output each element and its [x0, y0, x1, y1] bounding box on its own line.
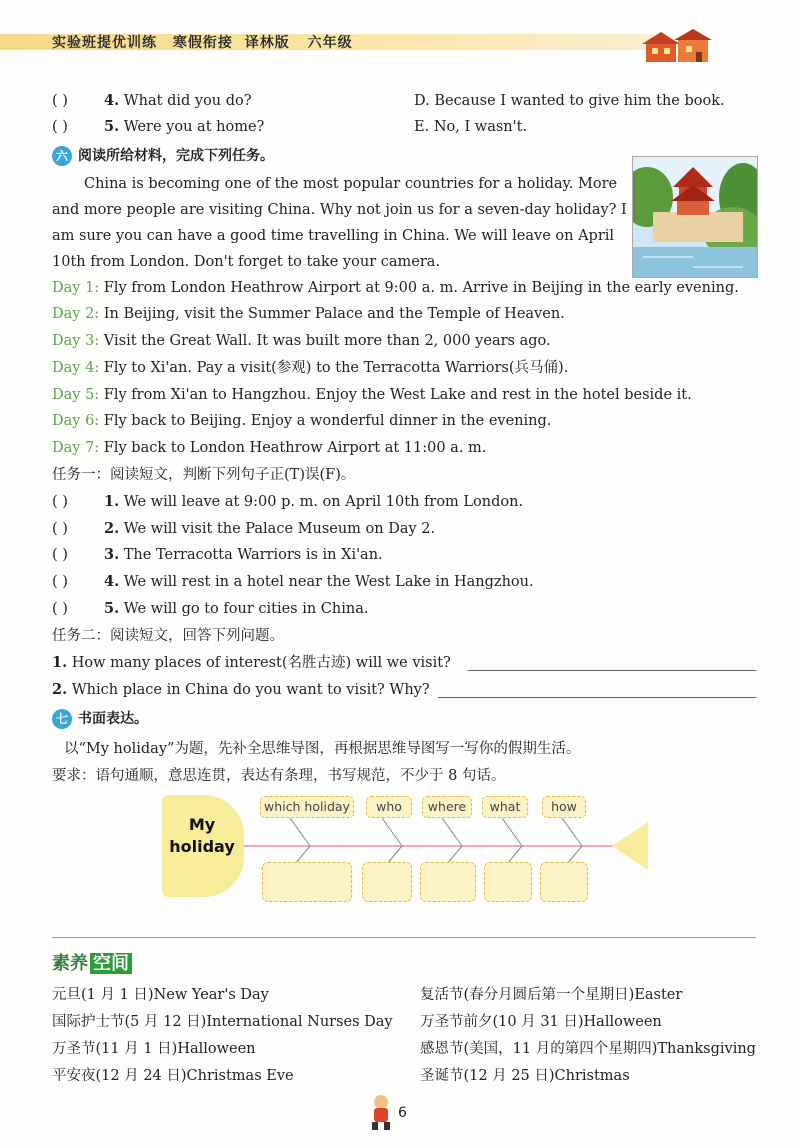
option-row: E. No, I wasn't. — [414, 119, 528, 135]
edition-label: 寒假衔接 — [172, 35, 233, 51]
tf-question: ( ) 1. We will leave at 9:00 p. m. on April 10th from London. — [52, 493, 524, 510]
question-row: ( ) 4. What did you do? — [52, 92, 252, 109]
itinerary-day: Day 1: Fly from London Heathrow Airport at 9:00 a. m. Arrive in Beijing in the early evening. — [52, 280, 739, 296]
mindmap-branch-label: who — [366, 796, 412, 818]
itinerary-day: Day 5: Fly from Xi'an to Hangzhou. Enjoy the West Lake and rest in the hotel beside it. — [52, 387, 692, 403]
header-brand — [52, 32, 361, 52]
option-row: D. Because I wanted to give him the book. — [414, 93, 725, 109]
tf-question: ( ) 2. We will visit the Palace Museum on Day 2. — [52, 520, 436, 537]
mindmap-branch-label: what — [482, 796, 528, 818]
writing-instruction: 以“My holiday”为题，先补全思维导图，再根据思维导图写一写你的假期生活。 — [64, 741, 581, 757]
mindmap-branch-label: where — [422, 796, 472, 818]
section-title: 书面表达。 — [78, 711, 148, 727]
itinerary-day: Day 3: Visit the Great Wall. It was built more than 2, 000 years ago. — [52, 333, 551, 349]
holiday-item: 万圣节(11 月 1 日)Halloween — [52, 1041, 256, 1057]
section-6-heading — [52, 145, 274, 166]
grade-label: 六年级 — [307, 35, 353, 51]
mindmap-answer-box[interactable] — [484, 862, 532, 902]
itinerary-day: Day 6: Fly back to Beijing. Enjoy a wonderful dinner in the evening. — [52, 413, 552, 429]
holiday-item: 圣诞节(12 月 25 日)Christmas — [420, 1068, 630, 1084]
publisher-label: 译林版 — [244, 35, 290, 51]
mindmap-branch-label: which holiday — [260, 796, 354, 818]
answer-blank[interactable]: ( ) — [52, 494, 68, 510]
mindmap-center-label: My holiday — [169, 815, 235, 856]
passage-line: am sure you can have a good time travelling in China. We will leave on April — [52, 228, 615, 244]
answer-blank[interactable]: ( ) — [52, 547, 68, 563]
answer-blank[interactable]: ( ) — [52, 574, 68, 590]
mindmap-answer-box[interactable] — [540, 862, 588, 902]
house-icon — [640, 28, 720, 64]
holiday-item: 感恩节(美国，11 月的第四个星期四)Thanksgiving — [420, 1041, 756, 1057]
writing-requirement: 要求：语句通顺，意思连贯，表达有条理，书写规范，不少于 8 句话。 — [52, 768, 506, 784]
tf-question: ( ) 5. We will go to four cities in China. — [52, 600, 369, 617]
qa-question: 1. How many places of interest(名胜古迹) will we visit? — [52, 654, 451, 671]
holiday-item: 平安夜(12 月 24 日)Christmas Eve — [52, 1068, 294, 1084]
answer-blank[interactable]: ( ) — [52, 521, 68, 537]
holiday-item: 万圣节前夕(10 月 31 日)Halloween — [420, 1014, 662, 1030]
answer-blank[interactable]: ( ) — [52, 119, 68, 135]
holiday-item: 元旦(1 月 1 日)New Year's Day — [52, 987, 269, 1003]
summer-palace-image — [632, 156, 758, 278]
task2-title: 任务二：阅读短文，回答下列问题。 — [52, 628, 284, 644]
passage-line: and more people are visiting China. Why not join us for a seven-day holiday? I — [52, 202, 627, 218]
tf-question: ( ) 3. The Terracotta Warriors is in Xi'an. — [52, 546, 383, 563]
literacy-title: 素养 空间 — [52, 949, 132, 975]
itinerary-day: Day 4: Fly to Xi'an. Pay a visit(参观) to the Terracotta Warriors(兵马俑). — [52, 360, 569, 376]
passage-line: China is becoming one of the most popular countries for a holiday. More — [84, 176, 618, 192]
section-number-icon: 七 — [52, 709, 72, 729]
itinerary-day: Day 2: In Beijing, visit the Summer Palace and the Temple of Heaven. — [52, 306, 565, 322]
question-row: ( ) 5. Were you at home? — [52, 118, 265, 135]
series-name: 实验班提优训练 — [52, 35, 157, 51]
task1-title: 任务一：阅读短文，判断下列句子正(T)误(F)。 — [52, 467, 356, 483]
answer-line[interactable] — [468, 669, 756, 671]
mindmap-branch-label: how — [542, 796, 586, 818]
itinerary-day: Day 7: Fly back to London Heathrow Airport at 11:00 a. m. — [52, 440, 487, 456]
qa-question: 2. Which place in China do you want to visit? Why? — [52, 681, 430, 698]
mindmap-answer-box[interactable] — [420, 862, 476, 902]
page-number: 6 — [398, 1105, 407, 1121]
tf-question: ( ) 4. We will rest in a hotel near the West Lake in Hangzhou. — [52, 573, 534, 590]
mindmap-answer-box[interactable] — [262, 862, 352, 902]
holiday-item: 复活节(春分月圆后第一个星期日)Easter — [420, 987, 683, 1003]
mindmap-answer-box[interactable] — [362, 862, 412, 902]
section-7-heading — [52, 708, 148, 729]
answer-blank[interactable]: ( ) — [52, 93, 68, 109]
passage-line: 10th from London. Don't forget to take your camera. — [52, 254, 441, 270]
answer-line[interactable] — [438, 696, 756, 698]
mascot-icon — [366, 1092, 396, 1132]
section-title: 阅读所给材料，完成下列任务。 — [78, 148, 274, 164]
section-number-icon: 六 — [52, 146, 72, 166]
section-divider — [52, 937, 756, 938]
holiday-item: 国际护士节(5 月 12 日)International Nurses Day — [52, 1014, 393, 1030]
answer-blank[interactable]: ( ) — [52, 601, 68, 617]
